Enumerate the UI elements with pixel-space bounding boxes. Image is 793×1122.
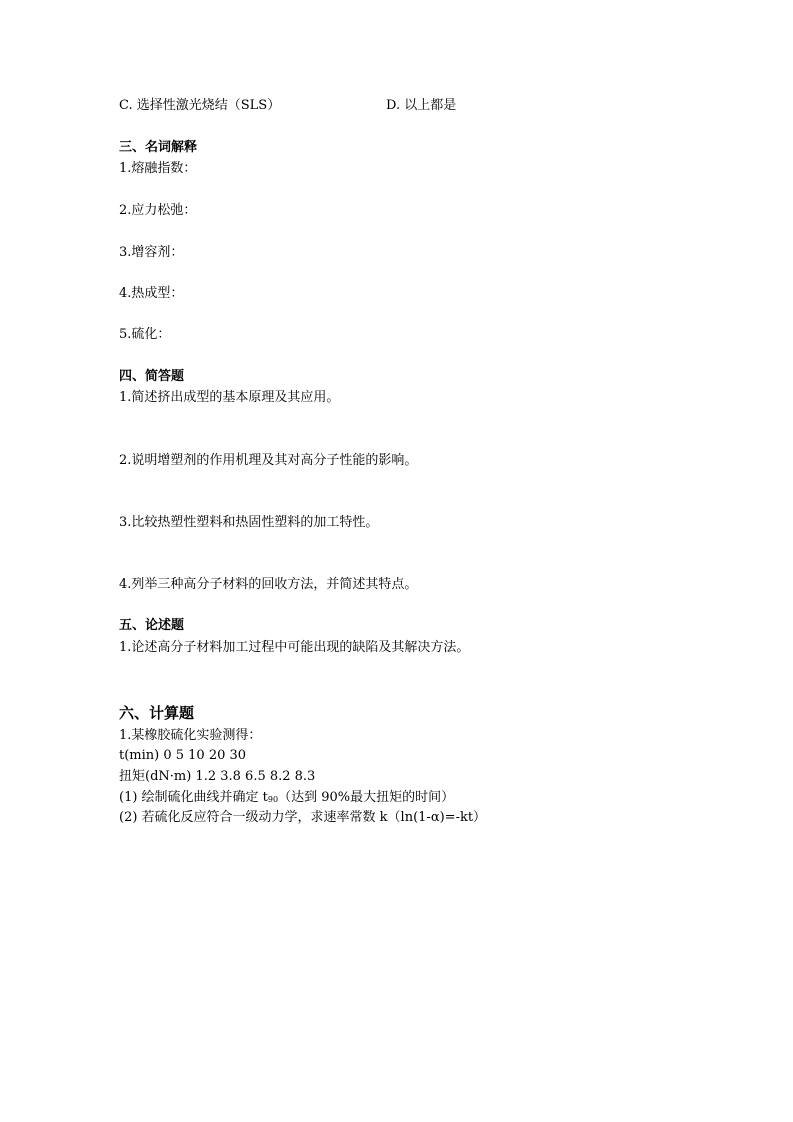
q1-subscript: 90 (267, 795, 279, 804)
calc-question-1 (119, 790, 454, 808)
term-item: 2.应力松弛： (119, 203, 197, 218)
section-3-title: 三、名词解释 (119, 140, 198, 155)
term-item: 5.硫化： (119, 327, 171, 342)
term-item: 3.增容剂： (119, 245, 184, 260)
section-6-title: 六、计算题 (119, 704, 195, 722)
question-item: 1.简述挤出成型的基本原理及其应用。 (119, 390, 340, 405)
calc-time-row: t(min) 0 5 10 20 30 (119, 748, 247, 763)
question-item: 4.列举三种高分子材料的回收方法，并简述其特点。 (119, 577, 418, 592)
question-item: 2.说明增塑剂的作用机理及其对高分子性能的影响。 (119, 453, 418, 468)
q1-prefix: (1) 绘制硫化曲线并确定 t (119, 790, 268, 805)
term-item: 4.热成型： (119, 286, 184, 301)
option-c: C. 选择性激光烧结（SLS） (119, 98, 281, 113)
calc-question-2: (2) 若硫化反应符合一级动力学，求速率常数 k（ln(1-α)=-kt） (119, 810, 487, 825)
term-item: 1.熔融指数： (119, 161, 197, 176)
question-item: 3.比较热塑性塑料和热固性塑料的加工特性。 (119, 515, 379, 530)
essay-item: 1.论述高分子材料加工过程中可能出现的缺陷及其解决方法。 (119, 640, 470, 655)
q1-suffix: （达到 90%最大扭矩的时间） (278, 790, 455, 805)
calc-torque-row: 扭矩(dN·m) 1.2 3.8 6.5 8.2 8.3 (119, 769, 316, 784)
option-d: D. 以上都是 (386, 98, 457, 113)
section-4-title: 四、简答题 (119, 369, 185, 384)
calc-intro: 1.某橡胶硫化实验测得： (119, 728, 262, 743)
section-5-title: 五、论述题 (119, 618, 185, 633)
